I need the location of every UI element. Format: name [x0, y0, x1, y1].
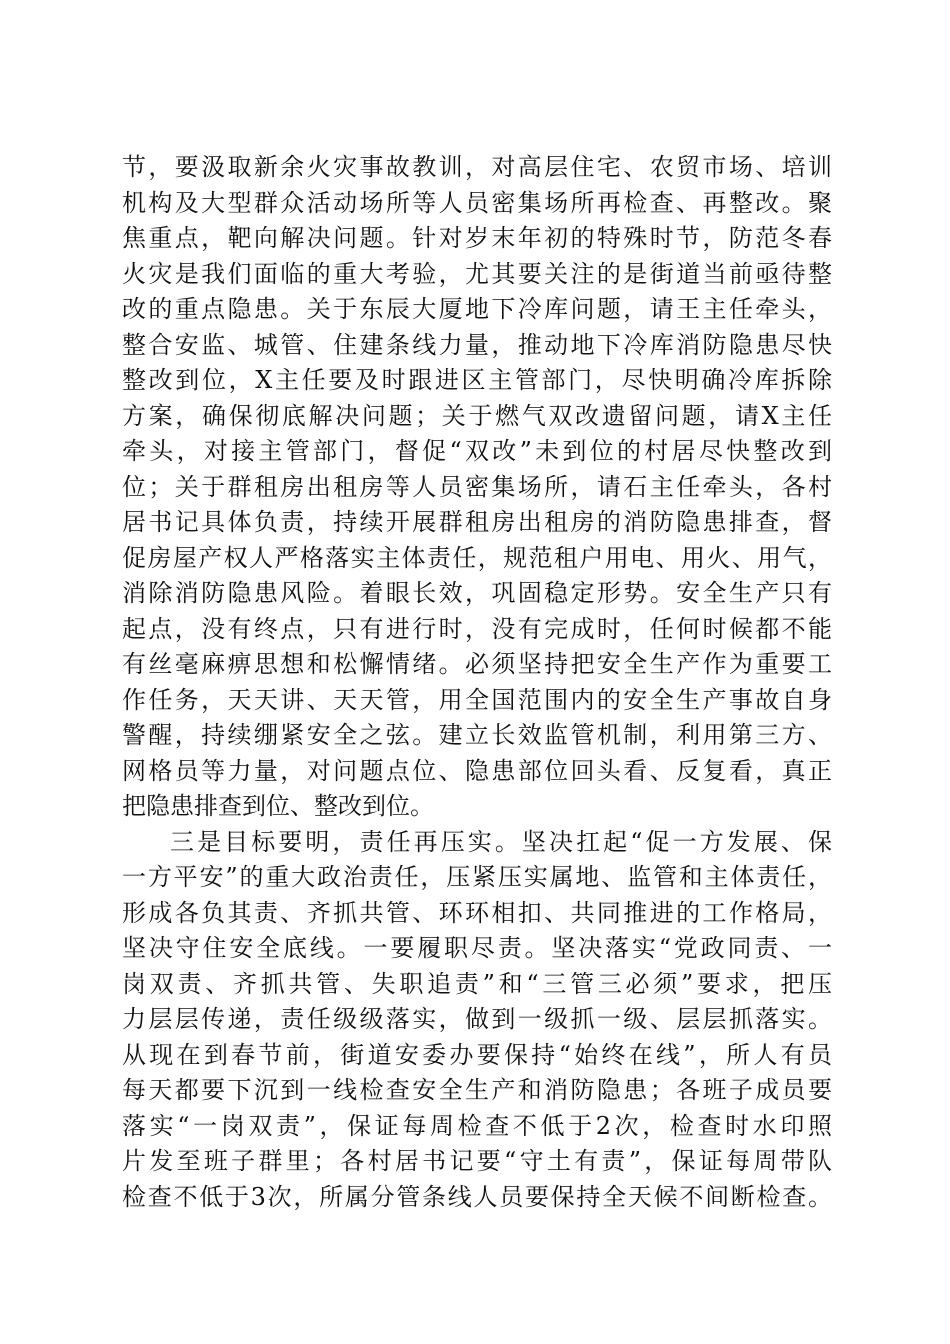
text-line: 从现在到春节前，街道安委办要保持“始终在线”，所人有员	[122, 1040, 832, 1069]
text-line: 机构及大型群众活动场所等人员密集场所再检查、再整改。聚	[122, 188, 832, 217]
paragraph-start-line: 三是目标要明，责任再压实。坚决扛起“促一方发展、保	[170, 827, 832, 856]
text-line: 居书记具体负责，持续开展群租房出租房的消防隐患排查，督	[122, 508, 832, 536]
text-line: 起点，没有终点，只有进行时，没有完成时，任何时候都不能	[122, 614, 832, 643]
text-line: 检查不低于3次，所属分管条线人员要保持全天候不间断检查。	[122, 1182, 832, 1211]
text-line: 坚决守住安全底线。一要履职尽责。坚决落实“党政同责、一	[122, 934, 832, 962]
text-line: 作任务，天天讲、天天管，用全国范围内的安全生产事故自身	[122, 685, 832, 714]
text-line: 火灾是我们面临的重大考验，尤其要关注的是街道当前亟待整	[122, 259, 832, 288]
text-line: 牵头，对接主管部门，督促“双改”未到位的村居尽快整改到	[122, 437, 832, 465]
text-line: 有丝毫麻痹思想和松懈情绪。必须坚持把安全生产作为重要工	[122, 650, 832, 678]
text-line: 岗双责、齐抓共管、失职追责”和“三管三必须”要求，把压	[122, 969, 832, 998]
text-line: 促房屋产权人严格落实主体责任，规范租户用电、用火、用气，	[122, 543, 832, 572]
text-line: 一方平安”的重大政治责任，压紧压实属地、监管和主体责任，	[122, 863, 832, 891]
text-line: 网格员等力量，对问题点位、隐患部位回头看、反复看，真正	[122, 756, 832, 785]
text-line: 节，要汲取新余火灾事故教训，对高层住宅、农贸市场、培训	[122, 153, 832, 181]
text-line: 位；关于群租房出租房等人员密集场所，请石主任牵头，各村	[122, 472, 832, 501]
text-line: 整合安监、城管、住建条线力量，推动地下冷库消防隐患尽快	[122, 330, 832, 359]
paragraph-end-line: 把隐患排查到位、整改到位。	[122, 792, 434, 820]
text-line: 消除消防隐患风险。着眼长效，巩固稳定形势。安全生产只有	[122, 579, 832, 607]
text-line: 片发至班子群里；各村居书记要“守土有责”，保证每周带队	[122, 1147, 832, 1175]
text-line: 落实“一岗双责”，保证每周检查不低于2次，检查时水印照	[122, 1111, 832, 1140]
text-line: 整改到位，X主任要及时跟进区主管部门，尽快明确冷库拆除	[122, 366, 832, 394]
text-line: 力层层传递，责任级级落实，做到一级抓一级、层层抓落实。	[122, 1005, 832, 1033]
text-line: 警醒，持续绷紧安全之弦。建立长效监管机制，利用第三方、	[122, 721, 832, 749]
text-line: 形成各负其责、齐抓共管、环环相扣、共同推进的工作格局，	[122, 898, 832, 927]
text-line: 改的重点隐患。关于东辰大厦地下冷库问题，请王主任牵头，	[122, 295, 832, 323]
text-line: 焦重点，靶向解决问题。针对岁末年初的特殊时节，防范冬春	[122, 224, 832, 252]
text-line: 每天都要下沉到一线检查安全生产和消防隐患；各班子成员要	[122, 1076, 832, 1104]
document-body	[122, 150, 832, 1215]
text-line: 方案，确保彻底解决问题；关于燃气双改遗留问题，请X主任	[122, 401, 832, 430]
